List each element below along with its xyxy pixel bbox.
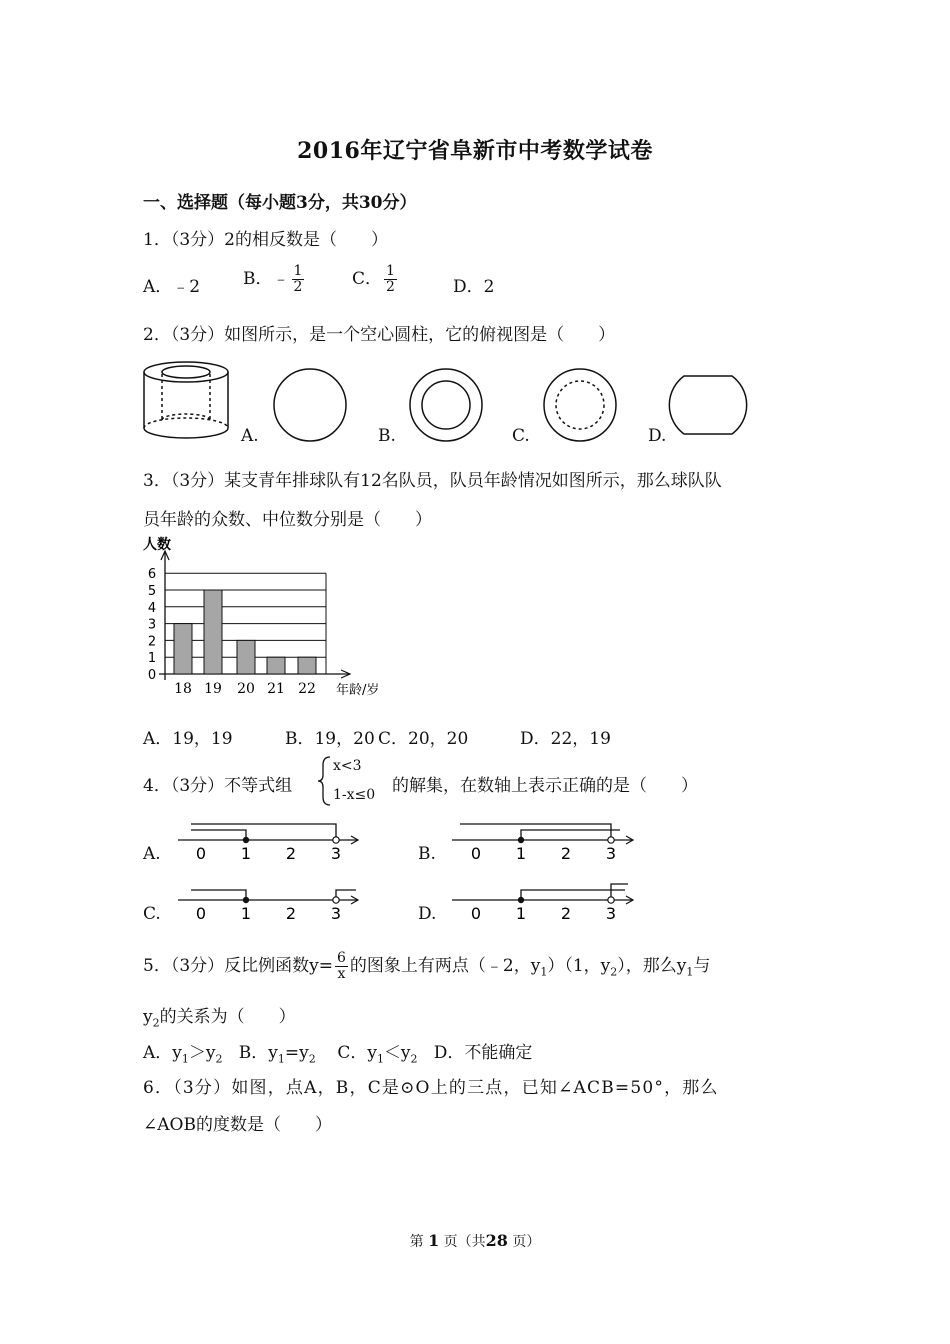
- question-3-stem-line2: 员年龄的众数、中位数分别是（ ）: [143, 510, 432, 530]
- hollow-dot: [608, 897, 614, 903]
- tick-label: 1: [515, 904, 527, 923]
- solution-ray: [191, 890, 246, 900]
- tick-label: 0: [470, 904, 482, 923]
- q1-option-c: C． $\frac{1}{2}$: [352, 263, 395, 295]
- y-tick-label: 4: [147, 600, 157, 616]
- q3-option-a: A．19，19: [143, 729, 233, 749]
- q3-option-c: C．20，20: [378, 729, 469, 749]
- page-title: 2016年辽宁省阜新市中考数学试卷: [297, 138, 653, 164]
- q2-label-b: B.: [378, 426, 396, 446]
- filled-dot: [518, 837, 524, 843]
- hollow-dot: [333, 837, 339, 843]
- number-line-c: [178, 890, 358, 923]
- tick-label: 2: [560, 844, 572, 863]
- tick-label: 3: [605, 844, 617, 863]
- tick-label: 0: [195, 904, 207, 923]
- x-tick-label: 18: [174, 681, 192, 697]
- page-number: 1: [428, 1231, 440, 1250]
- q5-options: [143, 1038, 532, 1065]
- q2-label-a: A.: [241, 426, 259, 446]
- question-5-stem-line2: $y_2$的关系为（ ）: [143, 1007, 296, 1030]
- filled-dot: [243, 897, 249, 903]
- q1-option-b: B．﹣ $\frac{1}{2}$: [243, 263, 303, 295]
- q4-label-c: C.: [143, 904, 161, 924]
- q5-option-c: C．$y_1<y_2$: [337, 1043, 418, 1066]
- number-line-b: [452, 824, 633, 863]
- q5-option-a: A．$y_1>y_2$: [143, 1043, 223, 1066]
- tick-label: 3: [330, 844, 342, 863]
- question-3-stem-line1: 3．（3分）某支青年排球队有12名队员，队员年龄情况如图所示，那么球队队: [143, 471, 722, 491]
- x-tick-label: 19: [204, 681, 222, 697]
- q4-label-d: D.: [418, 904, 437, 924]
- y-tick-label: 2: [147, 634, 157, 650]
- solution-ray: [521, 830, 620, 840]
- x-axis-label: 年龄/岁: [336, 683, 380, 698]
- q1-option-a: A．﹣2: [143, 277, 201, 297]
- q5-option-b: B．$y_1=y_2$: [238, 1043, 316, 1066]
- question-4-stem-suffix: 的解集，在数轴上表示正确的是（ ）: [392, 776, 698, 796]
- number-line-d: [452, 884, 633, 923]
- number-line-a: [178, 824, 358, 863]
- section-heading: 一、选择题（每小题3分，共30分）: [143, 193, 417, 213]
- x-tick-label: 22: [298, 681, 316, 697]
- tick-label: 3: [330, 904, 342, 923]
- hollow-dot: [608, 837, 614, 843]
- tick-label: 1: [240, 904, 252, 923]
- question-5-stem: 5．（3分）反比例函数y= $\frac{6}{x}$ 的图象上有两点（﹣2，$y_1)(1$，$y_2$），那么$y_1$与: [143, 950, 711, 982]
- tick-label: 3: [605, 904, 617, 923]
- solution-ray: [191, 830, 246, 840]
- y-tick-label: 1: [147, 651, 157, 667]
- y-tick-label: 6: [147, 567, 157, 583]
- tick-label: 2: [285, 844, 297, 863]
- q4-label-a: A.: [143, 844, 161, 864]
- tick-label: 1: [240, 844, 252, 863]
- inequality-1: x<3: [333, 758, 362, 774]
- question-2-stem: 2．（3分）如图所示，是一个空心圆柱，它的俯视图是（ ）: [143, 325, 616, 345]
- question-4-stem-prefix: 4．（3分）不等式组: [143, 776, 293, 796]
- x-tick-label: 20: [237, 681, 255, 697]
- q2-label-d: D.: [648, 426, 667, 446]
- y-tick-label: 3: [147, 617, 157, 633]
- question-6-stem-line2: ∠AOB的度数是（ ）: [143, 1115, 332, 1135]
- hollow-dot: [333, 897, 339, 903]
- tick-label: 0: [195, 844, 207, 863]
- q3-option-b: B．19，20: [285, 729, 375, 749]
- q1-option-d: D．2: [453, 277, 495, 297]
- x-tick-label: 21: [267, 681, 285, 697]
- page-total: 28: [485, 1231, 508, 1250]
- y-tick-label: 5: [147, 584, 157, 599]
- q2-label-c: C.: [512, 426, 530, 446]
- page-footer: 第 1 页（共28 页）: [409, 1231, 541, 1250]
- solution-ray: [460, 824, 611, 840]
- q5-option-d: D．不能确定: [433, 1043, 533, 1063]
- tick-label: 0: [470, 844, 482, 863]
- filled-dot: [518, 897, 524, 903]
- tick-label: 2: [285, 904, 297, 923]
- question-1-stem: 1．（3分）2的相反数是（ ）: [143, 230, 388, 250]
- inequality-2: 1-x≤0: [333, 787, 376, 803]
- solution-ray: [191, 824, 336, 840]
- tick-label: 1: [515, 844, 527, 863]
- filled-dot: [243, 837, 249, 843]
- q3-option-d: D．22，19: [520, 729, 611, 749]
- tick-label: 2: [560, 904, 572, 923]
- q4-label-b: B.: [418, 844, 436, 864]
- question-6-stem-line1: 6．（3分）如图，点A，B，C是⊙O上的三点，已知∠ACB=50°，那么: [143, 1078, 719, 1098]
- y-axis-label: 人数: [143, 537, 171, 553]
- y-tick-label: 0: [147, 668, 157, 683]
